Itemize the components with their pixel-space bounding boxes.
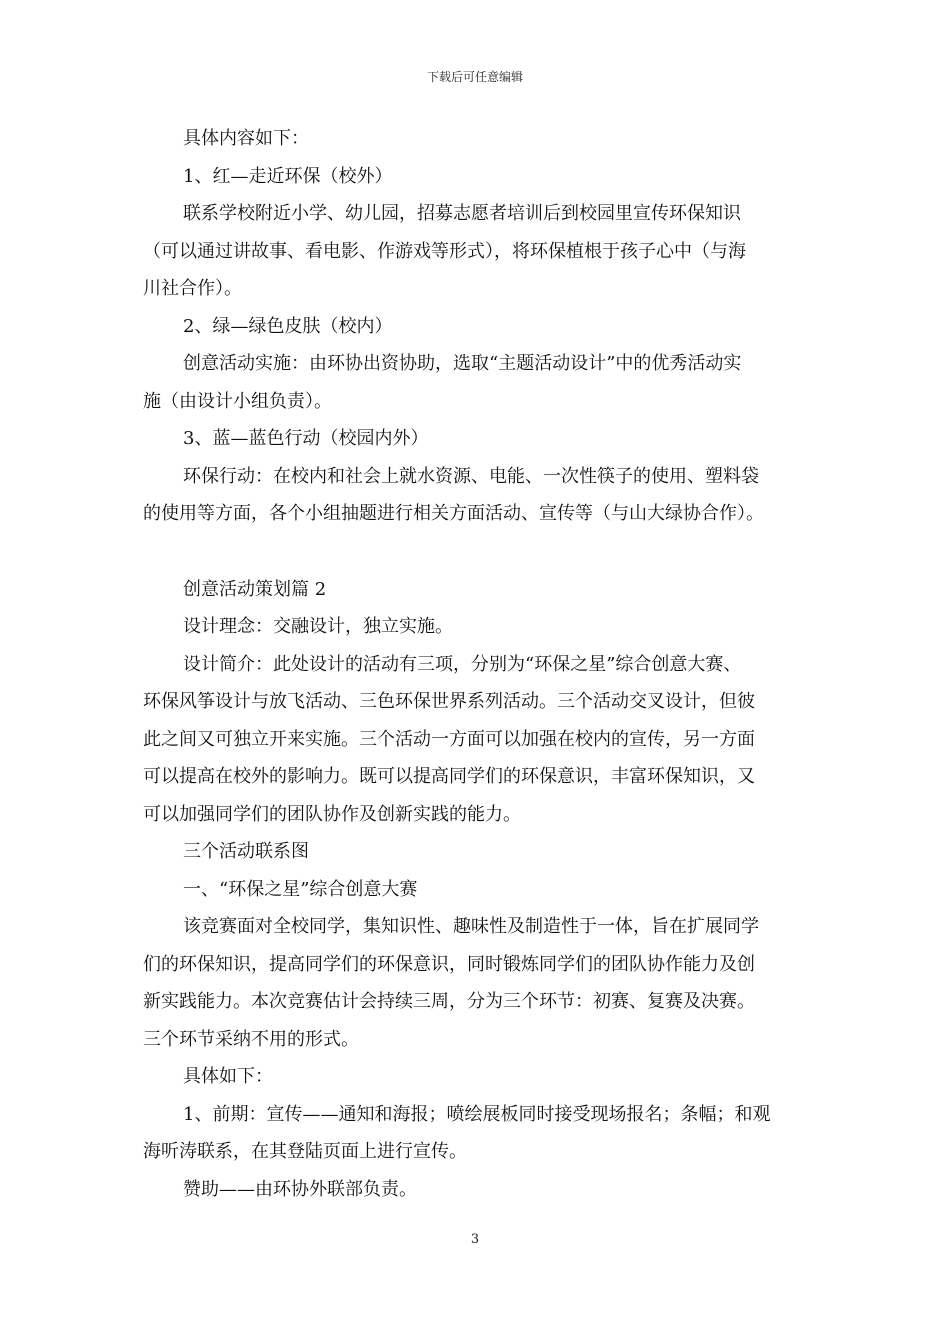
paragraph-line: 此之间又可独立开来实施。三个活动一方面可以加强在校内的宣传，另一方面	[143, 728, 755, 750]
blank-line	[143, 533, 811, 571]
page-header: 下载后可任意编辑	[426, 70, 523, 84]
paragraph-line: 可以提高在校外的影响力。既可以提高同学们的环保意识，丰富环保知识，又	[143, 766, 755, 787]
paragraph-line: 创意活动实施：由环协出资协助，选取“主题活动设计”中的优秀活动实	[183, 353, 742, 374]
paragraph-line: 联系学校附近小学、幼儿园，招募志愿者培训后到校园里宣传环保知识	[183, 203, 741, 224]
paragraph-line: 设计理念：交融设计，独立实施。	[183, 616, 453, 637]
paragraph-line: 具体如下：	[183, 1066, 273, 1087]
paragraph-line: 三个活动联系图	[183, 841, 309, 862]
paragraph-line: （可以通过讲故事、看电影、作游戏等形式），将环保植根于孩子心中（与海	[143, 240, 746, 262]
paragraph-line: 一、“环保之星”综合创意大赛	[183, 878, 418, 900]
page-number: 3	[470, 1232, 480, 1247]
paragraph-line: 该竞赛面对全校同学，集知识性、趣味性及制造性于一体，旨在扩展同学	[183, 916, 759, 937]
paragraph-line: 可以加强同学们的团队协作及创新实践的能力。	[143, 803, 521, 825]
paragraph-line: 施（由设计小组负责）。	[143, 390, 332, 412]
paragraph-line: 环保行动：在校内和社会上就水资源、电能、一次性筷子的使用、塑料袋	[183, 465, 759, 487]
paragraph-line: 赞助——由环协外联部负责。	[183, 1178, 417, 1200]
paragraph-line: 海听涛联系，在其登陆页面上进行宣传。	[143, 1141, 467, 1162]
paragraph-line: 环保风筝设计与放飞活动、三色环保世界系列活动。三个活动交叉设计，但彼	[143, 691, 755, 712]
paragraph-line: 三个环节采纳不用的形式。	[143, 1028, 359, 1050]
paragraph-line: 的使用等方面，各个小组抽题进行相关方面活动、宣传等（与山大绿协合作）。	[143, 503, 764, 524]
paragraph-line: 1、红—走近环保（校外）	[183, 165, 393, 187]
paragraph-line: 们的环保知识，提高同学们的环保意识，同时锻炼同学们的团队协作能力及创	[143, 953, 755, 975]
section-title: 创意活动策划篇 2	[183, 578, 327, 600]
paragraph-line: 新实践能力。本次竞赛估计会持续三周，分为三个环节：初赛、复赛及决赛。	[143, 991, 755, 1012]
paragraph-line: 设计简介：此处设计的活动有三项，分别为“环保之星”综合创意大赛、	[183, 653, 742, 675]
paragraph-line: 1、前期：宣传——通知和海报；喷绘展板同时接受现场报名；条幅；和观	[183, 1103, 771, 1125]
paragraph-line: 具体内容如下：	[183, 128, 309, 149]
paragraph-line: 3、蓝—蓝色行动（校园内外）	[183, 428, 429, 449]
paragraph-line: 2、绿—绿色皮肤（校内）	[183, 315, 393, 337]
document-body	[143, 120, 811, 1208]
paragraph-line: 川社合作）。	[143, 278, 242, 299]
